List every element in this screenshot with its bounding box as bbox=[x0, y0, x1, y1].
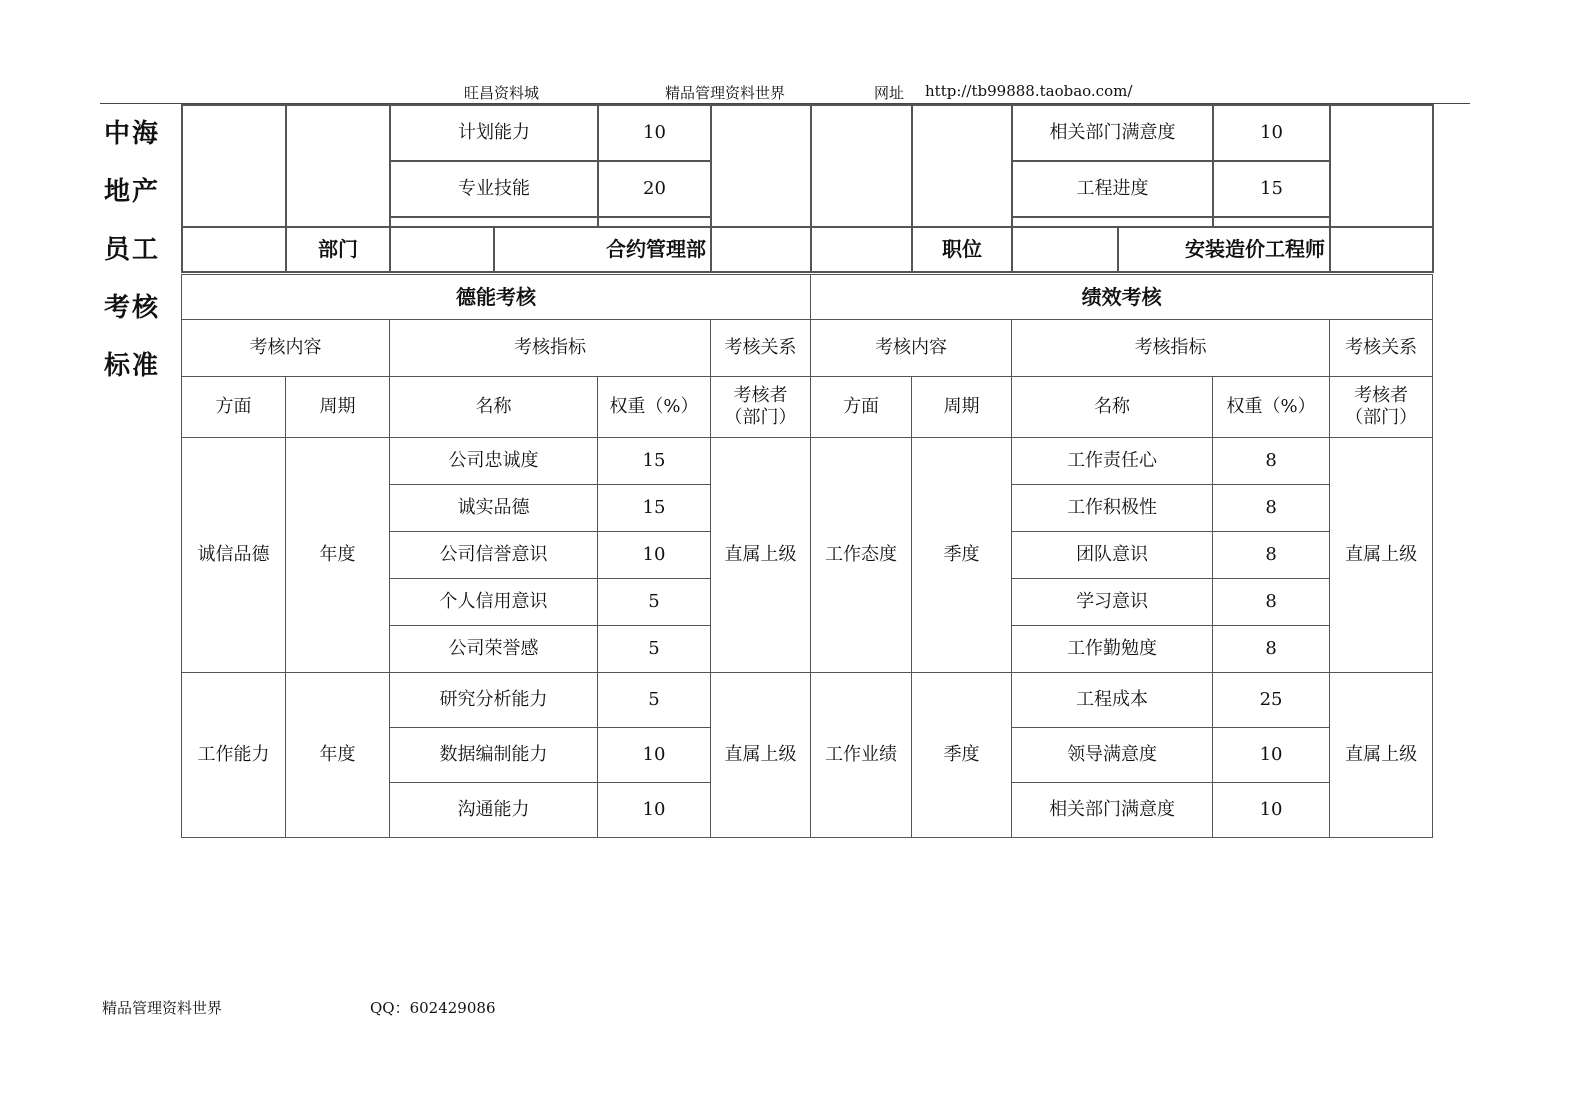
top-left-name: 专业技能 bbox=[390, 161, 598, 217]
item-weight: 15 bbox=[598, 438, 711, 485]
empty-cell bbox=[390, 217, 598, 227]
col-header-content: 考核内容 bbox=[811, 320, 1012, 377]
col-header-content: 考核内容 bbox=[182, 320, 390, 377]
assessment-table bbox=[181, 274, 1433, 838]
item-name: 工作勤勉度 bbox=[1012, 626, 1213, 673]
item-weight: 10 bbox=[1213, 783, 1330, 838]
item-name: 公司荣誉感 bbox=[390, 626, 598, 673]
col-header-index: 考核指标 bbox=[390, 320, 711, 377]
empty-cell bbox=[390, 227, 494, 272]
header-url-label: 网址 bbox=[874, 84, 905, 102]
header-shop: 旺昌资料城 bbox=[464, 84, 540, 102]
empty-cell bbox=[811, 105, 912, 227]
col-header-assessor bbox=[1330, 377, 1433, 438]
col-header-weight: 权重（%） bbox=[598, 377, 711, 438]
group-period: 年度 bbox=[286, 438, 390, 673]
top-left-name: 计划能力 bbox=[390, 105, 598, 161]
item-weight: 8 bbox=[1213, 579, 1330, 626]
post-label: 职位 bbox=[912, 227, 1012, 272]
item-name: 领导满意度 bbox=[1012, 728, 1213, 783]
item-name: 工作责任心 bbox=[1012, 438, 1213, 485]
assessor-line: （部门） bbox=[724, 407, 797, 428]
footer-world: 精品管理资料世界 bbox=[102, 999, 223, 1017]
empty-cell bbox=[912, 105, 1012, 227]
col-header-name: 名称 bbox=[1012, 377, 1213, 438]
empty-cell bbox=[286, 105, 390, 227]
empty-cell bbox=[182, 105, 286, 227]
empty-cell bbox=[598, 217, 711, 227]
col-header-index: 考核指标 bbox=[1012, 320, 1330, 377]
col-header-weight: 权重（%） bbox=[1213, 377, 1330, 438]
item-name: 数据编制能力 bbox=[390, 728, 598, 783]
item-weight: 10 bbox=[598, 783, 711, 838]
item-weight: 8 bbox=[1213, 626, 1330, 673]
top-right-weight: 15 bbox=[1213, 161, 1330, 217]
top-left-weight: 10 bbox=[598, 105, 711, 161]
assessor-line: （部门） bbox=[1345, 407, 1418, 428]
dept-label: 部门 bbox=[286, 227, 390, 272]
assessor-line: 考核者 bbox=[1354, 384, 1409, 406]
col-header-assessor bbox=[711, 377, 811, 438]
side-title bbox=[104, 112, 168, 402]
empty-cell bbox=[711, 105, 811, 227]
item-weight: 10 bbox=[598, 728, 711, 783]
col-header-relation: 考核关系 bbox=[1330, 320, 1433, 377]
group-aspect: 诚信品德 bbox=[182, 438, 286, 673]
empty-cell bbox=[1012, 217, 1213, 227]
empty-cell bbox=[1330, 105, 1433, 227]
header-url: http://tb99888.taobao.com/ bbox=[925, 82, 1133, 100]
empty-cell bbox=[1213, 217, 1330, 227]
col-header-aspect: 方面 bbox=[182, 377, 286, 438]
post-value: 安装造价工程师 bbox=[1118, 227, 1330, 272]
col-header-period: 周期 bbox=[912, 377, 1012, 438]
group-period: 季度 bbox=[912, 438, 1012, 673]
item-name: 工作积极性 bbox=[1012, 485, 1213, 532]
item-weight: 10 bbox=[598, 532, 711, 579]
top-right-weight: 10 bbox=[1213, 105, 1330, 161]
item-weight: 10 bbox=[1213, 728, 1330, 783]
dept-value: 合约管理部 bbox=[494, 227, 711, 272]
item-weight: 8 bbox=[1213, 485, 1330, 532]
group-aspect: 工作业绩 bbox=[811, 673, 912, 838]
side-title-line: 考核 bbox=[104, 293, 161, 323]
assessor-line: 考核者 bbox=[733, 384, 788, 406]
empty-cell bbox=[711, 227, 811, 272]
col-header-relation: 考核关系 bbox=[711, 320, 811, 377]
section-left-title: 德能考核 bbox=[182, 275, 811, 320]
empty-cell bbox=[811, 227, 912, 272]
item-name: 学习意识 bbox=[1012, 579, 1213, 626]
item-weight: 5 bbox=[598, 626, 711, 673]
footer-qq: QQ：602429086 bbox=[370, 999, 496, 1017]
item-weight: 5 bbox=[598, 673, 711, 728]
top-right-name: 相关部门满意度 bbox=[1012, 105, 1213, 161]
group-period: 年度 bbox=[286, 673, 390, 838]
side-title-line: 中海 bbox=[104, 119, 161, 149]
item-name: 诚实品德 bbox=[390, 485, 598, 532]
item-weight: 5 bbox=[598, 579, 711, 626]
item-name: 相关部门满意度 bbox=[1012, 783, 1213, 838]
group-relation: 直属上级 bbox=[711, 438, 811, 673]
group-relation: 直属上级 bbox=[1330, 438, 1433, 673]
side-title-line: 地产 bbox=[104, 177, 161, 207]
item-name: 团队意识 bbox=[1012, 532, 1213, 579]
item-name: 工程成本 bbox=[1012, 673, 1213, 728]
item-name: 研究分析能力 bbox=[390, 673, 598, 728]
side-title-line: 标准 bbox=[104, 351, 161, 381]
col-header-aspect: 方面 bbox=[811, 377, 912, 438]
col-header-period: 周期 bbox=[286, 377, 390, 438]
item-weight: 8 bbox=[1213, 438, 1330, 485]
item-name: 公司忠诚度 bbox=[390, 438, 598, 485]
group-period: 季度 bbox=[912, 673, 1012, 838]
empty-cell bbox=[1330, 227, 1433, 272]
table-row bbox=[182, 438, 1433, 485]
top-left-weight: 20 bbox=[598, 161, 711, 217]
table-row bbox=[182, 673, 1433, 728]
group-relation: 直属上级 bbox=[1330, 673, 1433, 838]
empty-cell bbox=[1012, 227, 1118, 272]
empty-cell bbox=[182, 227, 286, 272]
group-relation: 直属上级 bbox=[711, 673, 811, 838]
item-name: 沟通能力 bbox=[390, 783, 598, 838]
side-title-line: 员工 bbox=[104, 235, 161, 265]
header-world: 精品管理资料世界 bbox=[665, 84, 786, 102]
item-name: 公司信誉意识 bbox=[390, 532, 598, 579]
item-name: 个人信用意识 bbox=[390, 579, 598, 626]
group-aspect: 工作态度 bbox=[811, 438, 912, 673]
group-aspect: 工作能力 bbox=[182, 673, 286, 838]
section-right-title: 绩效考核 bbox=[811, 275, 1433, 320]
item-weight: 8 bbox=[1213, 532, 1330, 579]
top-right-name: 工程进度 bbox=[1012, 161, 1213, 217]
item-weight: 25 bbox=[1213, 673, 1330, 728]
top-continuation-table bbox=[181, 104, 1434, 273]
col-header-name: 名称 bbox=[390, 377, 598, 438]
item-weight: 15 bbox=[598, 485, 711, 532]
